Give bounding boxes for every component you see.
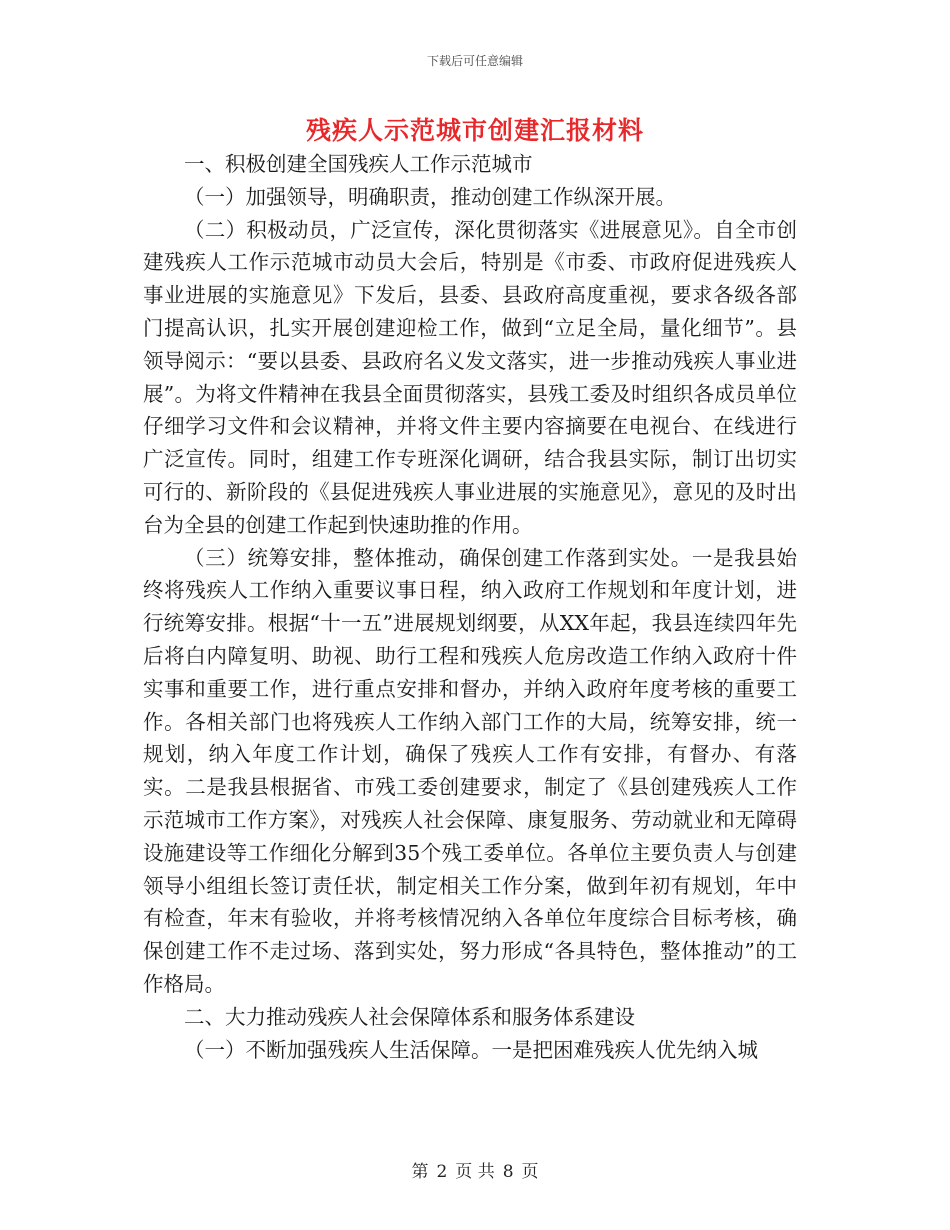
section-heading-1: 一、积极创建全国残疾人工作示范城市 [184, 152, 533, 176]
paragraph-1-1: （一）加强领导，明确职责，推动创建工作纵深开展。 [184, 184, 676, 209]
document-body [143, 148, 797, 1066]
paragraph-2-1: （一）不断加强残疾人生活保障。一是把困难残疾人优先纳入城 [184, 1037, 758, 1062]
footer-suffix: 页 [521, 1162, 539, 1182]
page-header: 下载后可任意编辑 [426, 54, 523, 68]
footer-page-number: 2 [436, 1162, 448, 1182]
footer-prefix: 第 [411, 1162, 429, 1182]
footer-total-pages: 8 [502, 1162, 514, 1182]
page-footer [0, 1157, 950, 1182]
paragraph-1-3: （三）统筹安排，整体推动，确保创建工作落到实处。一是我县始终将残疾人工作纳入重要议事日程，纳入政府工作规划和年度计划，进行统筹安排。根据“十一五”进展规划纲要，从XX年起，我县连续四年先后将白内障复明、助视、助行工程和残疾人危房改造工作纳入政府十件实事和重要工作，进行重点安排和督办，并纳入政府年度考核的重要工作。各相关部门也将残疾人工作纳入部门工作的大局，统筹安排，统一规划，纳入年度工作计划，确保了残疾人工作有安排，有督办、有落实。二是我县根据省、市残工委创建要求，制定了《县创建残疾人工作示范城市工作方案》，对残疾人社会保障、康复服务、劳动就业和无障碍设施建设等工作细化分解到35个残工委单位。各单位主要负责人与创建领导小组组长签订责任状，制定相关工作分案，做到年初有规划，年中有检查，年末有验收，并将考核情况纳入各单位年度综合目标考核，确保创建工作不走过场、落到实处，努力形成“各具特色，整体推动”的工作格局。 [143, 545, 797, 996]
document-title: 残疾人示范城市创建汇报材料 [305, 116, 644, 145]
footer-middle: 页 共 [455, 1162, 495, 1182]
paragraph-1-2: （二）积极动员，广泛宣传，深化贯彻落实《进展意见》。自全市创建残疾人工作示范城市动员大会后，特别是《市委、市政府促进残疾人事业进展的实施意见》下发后，县委、县政府高度重视，要求各级各部门提高认识，扎实开展创建迎检工作，做到“立足全局，量化细节”。县领导阅示：“要以县委、县政府名义发文落实，进一步推动残疾人事业进展”。为将文件精神在我县全面贯彻落实，县残工委及时组织各成员单位仔细学习文件和会议精神，并将文件主要内容摘要在电视台、在线进行广泛宣传。同时，组建工作专班深化调研，结合我县实际，制订出切实可行的、新阶段的《县促进残疾人事业进展的实施意见》，意见的及时出台为全县的创建工作起到快速助推的作用。 [143, 217, 797, 537]
section-heading-2: 二、大力推动残疾人社会保障体系和服务体系建设 [184, 1004, 635, 1029]
